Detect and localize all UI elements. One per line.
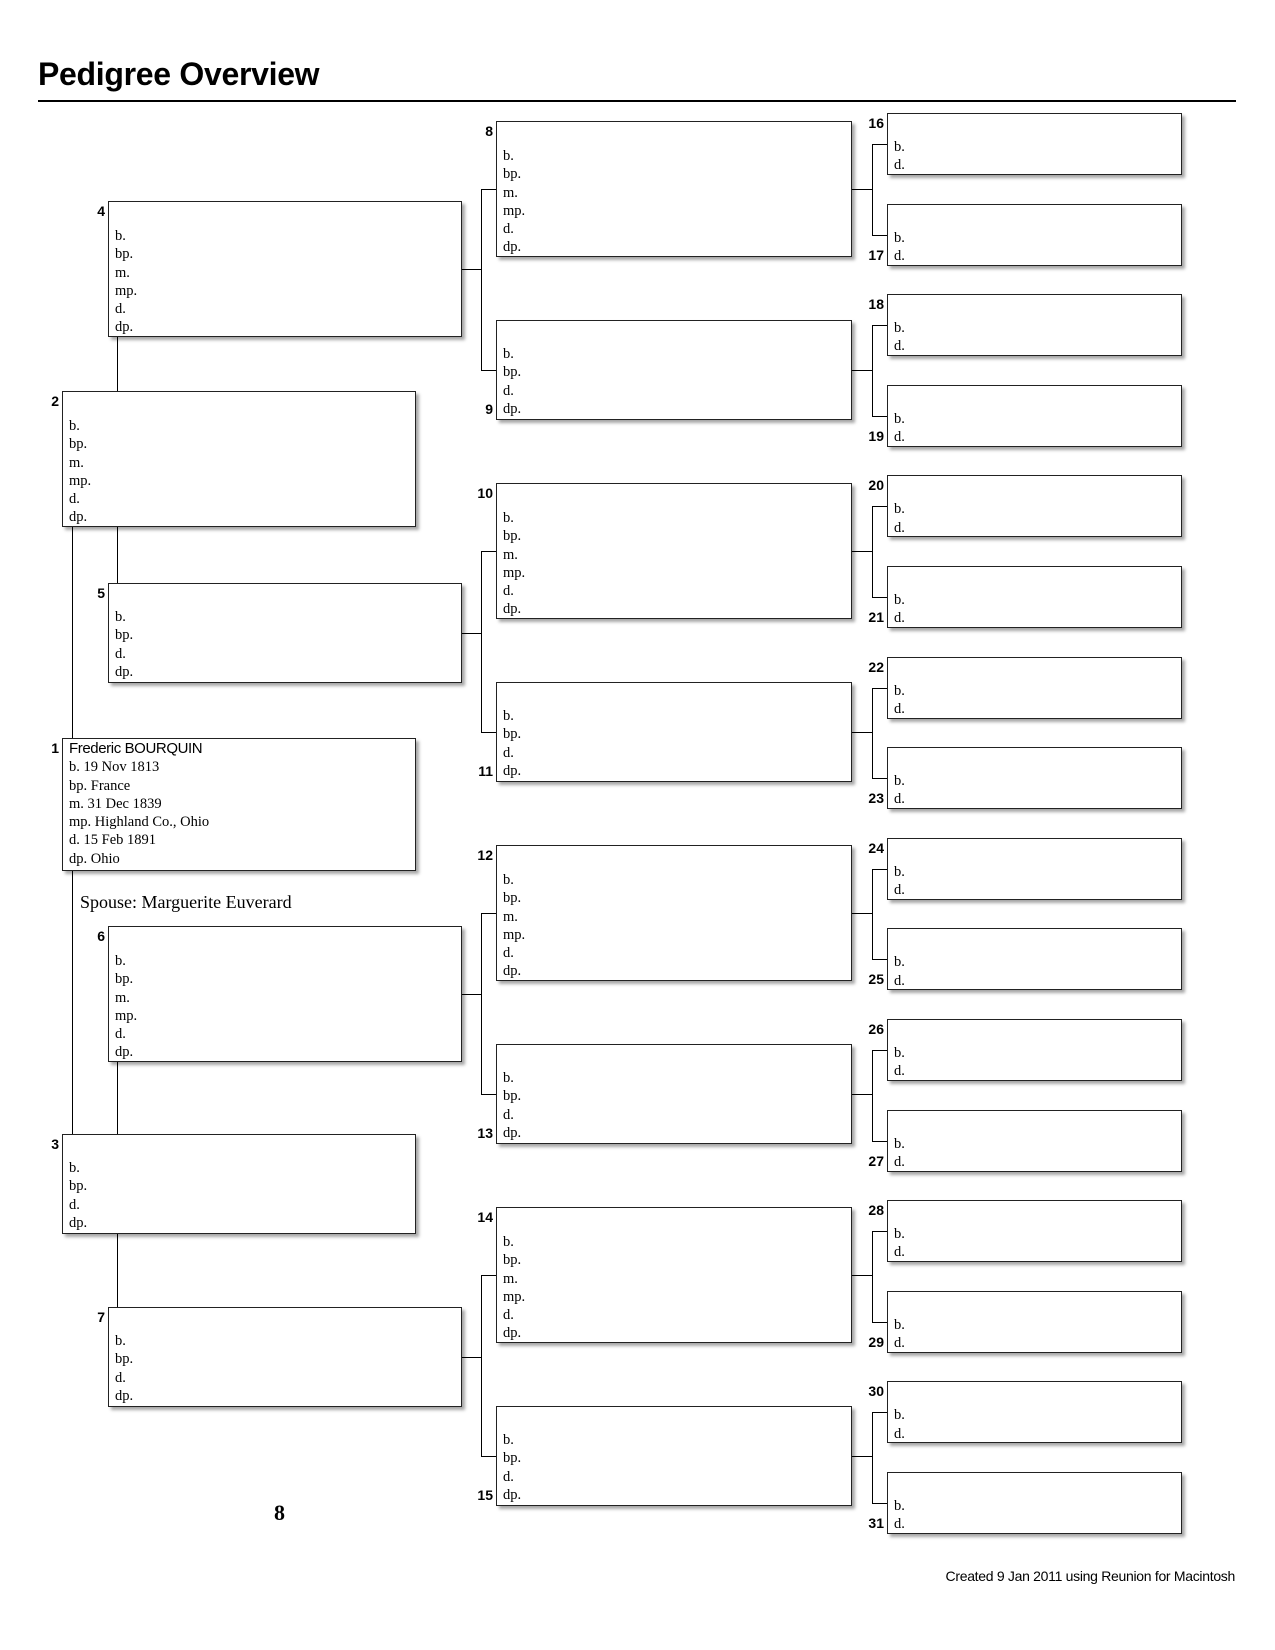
person-details (115, 227, 137, 337)
person-field: dp. (503, 239, 522, 256)
person-field: d. (503, 583, 514, 600)
person-field: dp. (503, 762, 522, 779)
connector-line (872, 1231, 887, 1232)
person-field: d. (894, 1063, 905, 1080)
person-details (894, 229, 905, 266)
person-field: d. (894, 1516, 905, 1533)
person-number: 29 (868, 1333, 884, 1350)
person-field: m. (115, 989, 130, 1006)
connector-line (117, 1062, 118, 1134)
person-field: d. (894, 247, 905, 264)
person-details (894, 591, 905, 628)
connector-line (872, 688, 873, 779)
person-box-24[interactable] (887, 838, 1182, 900)
person-details (894, 863, 905, 900)
person-field: d. (115, 645, 126, 662)
person-number: 18 (868, 296, 884, 313)
person-details (894, 772, 905, 809)
person-field: d. (115, 1369, 126, 1386)
connector-line (72, 527, 73, 738)
person-field: d. (894, 519, 905, 536)
connector-line (872, 506, 887, 507)
person-details (894, 1044, 905, 1081)
person-field: m. (503, 546, 518, 563)
person-number: 11 (478, 763, 493, 779)
connector-line (481, 1275, 496, 1276)
person-field: b. (894, 1226, 905, 1243)
person-field: mp. (503, 564, 526, 581)
person-box-26[interactable] (887, 1019, 1182, 1081)
connector-line (481, 913, 496, 914)
person-box-31[interactable] (887, 1472, 1182, 1534)
person-number: 30 (868, 1383, 884, 1400)
page-number: 8 (274, 1500, 285, 1525)
person-field: b. (894, 682, 905, 699)
person-field: d. (115, 1026, 126, 1043)
person-field: b. (69, 1160, 80, 1176)
person-field: m. 31 Dec 1839 (69, 795, 162, 812)
connector-line (117, 527, 118, 583)
connector-line (481, 732, 496, 733)
person-field: d. (69, 491, 80, 508)
person-field: m. (115, 264, 130, 281)
person-field: d. (894, 429, 905, 446)
person-field: bp. (69, 436, 88, 453)
person-details (894, 682, 905, 719)
person-box-25[interactable] (887, 928, 1182, 990)
person-field: d. (115, 301, 126, 318)
person-field: bp. (503, 726, 522, 743)
person-details (115, 1332, 133, 1405)
connector-line (872, 688, 887, 689)
connector-line (872, 1050, 873, 1141)
connector-line (481, 1094, 496, 1095)
person-field: d. (894, 791, 905, 808)
person-box-6[interactable] (108, 926, 462, 1062)
person-field: m. (503, 184, 518, 201)
person-details (503, 509, 525, 619)
person-number: 31 (868, 1515, 884, 1531)
person-details (894, 319, 905, 356)
person-field: bp. (115, 246, 134, 263)
person-box-10[interactable] (496, 483, 852, 619)
connector-line (852, 732, 872, 733)
person-details (503, 707, 521, 780)
connector-line (872, 144, 873, 235)
person-number: 14 (477, 1209, 493, 1225)
person-box-16[interactable] (887, 113, 1182, 175)
person-field: b. (894, 1498, 905, 1514)
person-number: 6 (97, 928, 105, 944)
person-field: d. (894, 157, 905, 174)
person-name: Frederic BOURQUIN (69, 740, 203, 757)
person-field: b. (503, 148, 514, 164)
person-field: dp. (503, 1124, 522, 1141)
person-field: b. (894, 1045, 905, 1061)
person-box-13[interactable] (496, 1044, 852, 1144)
person-field: b. (69, 418, 80, 434)
connector-line (872, 325, 873, 416)
person-field: bp. (503, 364, 522, 381)
person-field: bp. (503, 166, 522, 183)
person-number: 7 (97, 1309, 105, 1325)
person-field: bp. (115, 971, 134, 988)
person-field: d. (69, 1196, 80, 1213)
person-details (503, 1431, 521, 1504)
person-box-27[interactable] (887, 1110, 1182, 1172)
person-number: 15 (477, 1487, 493, 1503)
person-number: 4 (97, 203, 105, 219)
person-field: b. (894, 410, 905, 427)
person-box-12[interactable] (496, 845, 852, 981)
connector-line (872, 597, 887, 598)
person-number: 23 (868, 790, 884, 807)
person-box-15[interactable] (496, 1406, 852, 1506)
person-field: bp. (503, 890, 522, 907)
person-field: d. (894, 700, 905, 717)
person-field: dp. (69, 509, 88, 526)
person-field: d. (503, 382, 514, 399)
connector-line (481, 551, 496, 552)
person-field: bp. (503, 528, 522, 545)
person-field: d. (894, 972, 905, 989)
person-box-11[interactable] (496, 682, 852, 782)
person-field: b. (115, 1333, 126, 1349)
person-number: 28 (868, 1202, 884, 1219)
person-field: dp. (115, 1387, 134, 1404)
connector-line (462, 1357, 481, 1358)
person-field: d. 15 Feb 1891 (69, 832, 156, 849)
person-number: 26 (868, 1021, 884, 1037)
person-field: b. (894, 954, 905, 971)
person-box-28[interactable] (887, 1200, 1182, 1262)
connector-line (872, 506, 873, 597)
person-field: mp. Highland Co., Ohio (69, 814, 210, 831)
person-field: dp. (503, 1486, 522, 1503)
connector-line (481, 551, 482, 732)
person-field: mp. (69, 472, 92, 489)
connector-line (852, 1275, 872, 1276)
person-box-2[interactable] (62, 391, 416, 527)
person-field: b. (503, 1432, 514, 1448)
person-field: b. (503, 1234, 514, 1250)
person-box-1[interactable] (62, 738, 416, 871)
connector-line (852, 551, 872, 552)
person-field: bp. (69, 1178, 88, 1195)
connector-line (872, 1412, 873, 1503)
person-field: dp. (115, 319, 134, 336)
person-box-19[interactable] (887, 385, 1182, 447)
connector-line (872, 1231, 873, 1322)
person-field: b. (894, 592, 905, 608)
person-number: 20 (868, 477, 884, 494)
person-box-20[interactable] (887, 475, 1182, 537)
person-number: 9 (485, 401, 493, 417)
person-field: b. (503, 872, 514, 888)
person-box-23[interactable] (887, 747, 1182, 809)
person-field: b. (894, 229, 905, 246)
person-field: d. (503, 744, 514, 761)
person-field: d. (894, 610, 905, 627)
person-field: m. (69, 454, 84, 471)
person-details (894, 410, 905, 447)
connector-line (872, 1412, 887, 1413)
person-field: dp. Ohio (69, 850, 120, 867)
person-details (894, 138, 905, 175)
person-details (894, 500, 905, 537)
person-field: b. (894, 1407, 905, 1424)
person-field: b. (894, 501, 905, 518)
person-details (69, 740, 209, 868)
person-number: 1 (51, 740, 59, 756)
person-field: b. (115, 953, 126, 969)
person-field: bp. (503, 1088, 522, 1105)
person-field: b. (503, 346, 514, 362)
connector-line (852, 1094, 872, 1095)
person-details (894, 1316, 905, 1353)
person-number: 5 (97, 585, 105, 601)
person-box-17[interactable] (887, 204, 1182, 266)
person-field: b. (894, 1316, 905, 1333)
person-number: 8 (485, 123, 493, 139)
person-field: b. 19 Nov 1813 (69, 759, 160, 776)
person-details (503, 1069, 521, 1142)
person-field: mp. (115, 1007, 138, 1024)
connector-line (872, 1141, 887, 1142)
connector-line (72, 871, 73, 1134)
connector-line (481, 370, 496, 371)
person-field: b. (503, 510, 514, 526)
person-field: d. (503, 221, 514, 238)
person-box-9[interactable] (496, 320, 852, 420)
person-field: m. (503, 1270, 518, 1287)
person-box-21[interactable] (887, 566, 1182, 628)
person-details (894, 1497, 905, 1534)
person-field: d. (503, 1106, 514, 1123)
connector-line (872, 144, 887, 145)
person-field: mp. (503, 202, 526, 219)
person-field: dp. (69, 1214, 88, 1231)
person-box-18[interactable] (887, 294, 1182, 356)
person-field: b. (503, 708, 514, 724)
person-field: dp. (503, 963, 522, 980)
person-details (894, 1406, 905, 1443)
person-number: 2 (51, 393, 59, 409)
person-number: 10 (477, 485, 493, 501)
person-number: 22 (868, 658, 884, 675)
person-field: dp. (115, 1044, 134, 1061)
person-details (69, 1159, 87, 1232)
person-field: dp. (503, 400, 522, 417)
connector-line (462, 269, 481, 270)
person-box-14[interactable] (496, 1207, 852, 1343)
connector-line (872, 325, 887, 326)
person-field: d. (894, 1244, 905, 1261)
person-details (503, 871, 525, 981)
person-field: b. (894, 139, 905, 155)
connector-line (872, 1050, 887, 1051)
person-field: dp. (503, 1325, 522, 1342)
person-box-30[interactable] (887, 1381, 1182, 1443)
person-number: 12 (477, 847, 493, 863)
person-details (115, 952, 137, 1062)
person-field: m. (503, 908, 518, 925)
connector-line (872, 1322, 887, 1323)
person-details (894, 1225, 905, 1262)
connector-line (852, 189, 872, 190)
connector-line (462, 633, 481, 634)
person-field: bp. France (69, 777, 131, 794)
person-number: 3 (51, 1136, 59, 1152)
person-field: d. (894, 338, 905, 355)
person-number: 25 (868, 971, 884, 988)
person-box-4[interactable] (108, 201, 462, 337)
person-field: mp. (115, 282, 138, 299)
person-box-8[interactable] (496, 121, 852, 257)
person-field: mp. (503, 926, 526, 943)
person-field: bp. (503, 1252, 522, 1269)
person-field: dp. (503, 601, 522, 618)
person-field: b. (115, 228, 126, 244)
person-details (894, 953, 905, 990)
page-title: Pedigree Overview (38, 56, 320, 92)
connector-line (481, 1275, 482, 1456)
connector-line (852, 913, 872, 914)
person-number: 27 (868, 1152, 884, 1169)
connector-line (462, 994, 481, 995)
title-rule (38, 100, 1236, 102)
person-field: d. (894, 1335, 905, 1352)
person-number: 24 (868, 839, 884, 856)
person-number: 17 (868, 246, 884, 263)
person-details (503, 1233, 525, 1343)
person-number: 19 (868, 427, 884, 444)
person-number: 21 (868, 609, 884, 625)
person-field: b. (894, 863, 905, 880)
person-field: d. (894, 882, 905, 899)
person-field: d. (503, 1468, 514, 1485)
connector-line (481, 189, 496, 190)
spouse-label: Spouse: Marguerite Euverard (80, 892, 292, 912)
person-field: d. (503, 945, 514, 962)
connector-line (852, 370, 872, 371)
connector-line (872, 959, 887, 960)
person-number: 16 (868, 115, 884, 131)
person-field: b. (894, 773, 905, 790)
person-details (69, 417, 91, 527)
person-field: b. (115, 609, 126, 625)
connector-line (872, 1503, 887, 1504)
person-details (115, 608, 133, 681)
connector-line (872, 869, 873, 960)
connector-line (872, 235, 887, 236)
person-box-5[interactable] (108, 583, 462, 683)
person-box-7[interactable] (108, 1307, 462, 1407)
person-details (894, 1135, 905, 1172)
person-field: mp. (503, 1288, 526, 1305)
person-box-29[interactable] (887, 1291, 1182, 1353)
person-field: b. (503, 1070, 514, 1086)
person-field: bp. (115, 627, 134, 644)
footer-credit: Created 9 Jan 2011 using Reunion for Macintosh (945, 1568, 1235, 1584)
person-box-3[interactable] (62, 1134, 416, 1234)
person-field: d. (503, 1307, 514, 1324)
person-field: bp. (115, 1351, 134, 1368)
connector-line (872, 416, 887, 417)
person-box-22[interactable] (887, 657, 1182, 719)
connector-line (117, 1234, 118, 1307)
person-field: bp. (503, 1450, 522, 1467)
connector-line (481, 189, 482, 370)
connector-line (872, 869, 887, 870)
connector-line (852, 1456, 872, 1457)
connector-line (117, 337, 118, 391)
person-field: dp. (115, 663, 134, 680)
connector-line (481, 1456, 496, 1457)
person-number: 13 (477, 1125, 493, 1141)
person-details (503, 345, 521, 418)
person-details (503, 147, 525, 257)
person-field: b. (894, 1135, 905, 1152)
person-field: d. (894, 1153, 905, 1170)
person-field: d. (894, 1425, 905, 1442)
connector-line (872, 778, 887, 779)
person-field: b. (894, 320, 905, 337)
connector-line (481, 913, 482, 1094)
